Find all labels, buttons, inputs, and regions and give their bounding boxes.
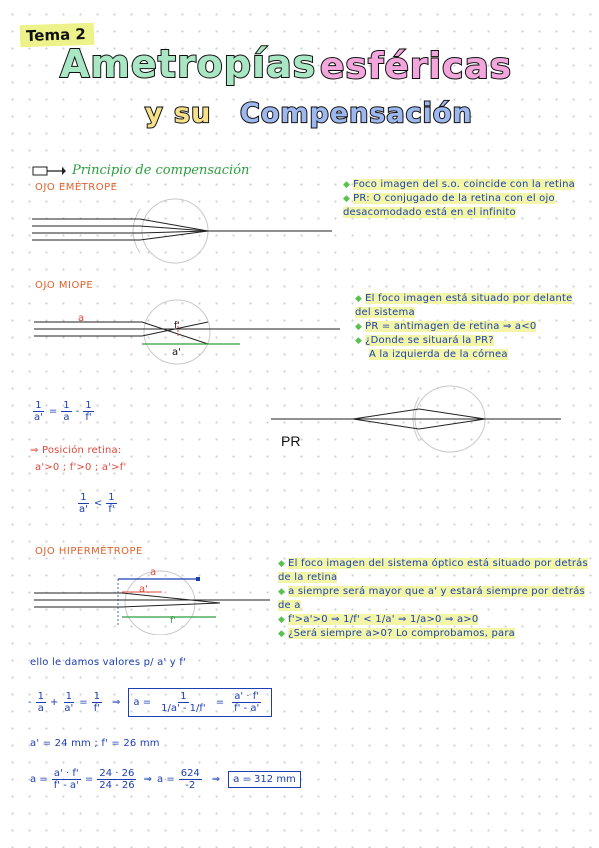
miope-label-a: a <box>78 313 85 324</box>
miope-inequality: $\frac{1}{a'}$ < $\frac{1}{f'}$ <box>79 492 115 515</box>
ineq-d1: a' <box>79 504 88 515</box>
emetrope-notes: ◆ Foco imagen del s.o. coincide con la retina ◆ PR: O conjugado de la retina con el ojo desacomodado está en el infinito <box>343 179 575 218</box>
miope-heading: OJO MIOPE <box>35 280 94 291</box>
calc-n3: 624 <box>180 768 200 779</box>
topic-tag: Tema 2 <box>20 23 95 48</box>
hiper-note-3: f'>a'>0 ⇒ 1/f' < 1/a' ⇒ 1/a>0 ⇒ a>0 <box>288 614 479 625</box>
ineq-n1: 1 <box>80 492 87 503</box>
hiper-label-a: a <box>150 567 157 578</box>
calc-n2: 24 · 26 <box>99 768 135 779</box>
miope-equation: $\frac{1}{a'}$ = $\frac{1}{a}$ - $\frac{1}{f'}$ <box>34 400 92 423</box>
miope-diagram <box>30 296 345 366</box>
miope-eq-d2: a <box>63 412 70 423</box>
miope-note-4: A la izquierda de la córnea <box>369 349 508 360</box>
miope-eq-d1: a' <box>34 412 43 423</box>
principle-label: Principio de compensación <box>72 163 250 178</box>
emetrope-diagram <box>30 195 340 267</box>
given-values: a' = 24 mm ; f' = 26 mm <box>30 738 160 749</box>
hiper-equation: - $\frac{1}{a}$ + $\frac{1}{a'}$ = $\frac{1}{f'}$ ⇒ a = $\frac{1}{1/a' - 1/f'}$ = $\frac{a' \cdot f'}{f' - a'}$ <box>28 688 272 717</box>
hiper-eq-d1: a <box>37 703 44 714</box>
calc-d1: f' - a' <box>53 780 79 791</box>
miope-note-2: PR = antimagen de retina ⇒ a<0 <box>365 321 537 332</box>
hiper-result-box <box>128 688 272 717</box>
hiper-label-a-prime: a' <box>139 584 148 595</box>
calc-eq: = <box>84 774 94 785</box>
hiper-eq-d2: a' <box>64 703 74 714</box>
hiper-note-1: El foco imagen del sistema óptico está situado por detrás de la retina <box>278 558 588 583</box>
miope-eq-n3: 1 <box>85 400 92 411</box>
box-eq: = <box>215 697 225 708</box>
emetrope-note-2: PR: O conjugado de la retina con el ojo desacomodado está en el infinito <box>343 193 555 218</box>
calc-d2: 24 - 26 <box>99 780 135 791</box>
position-line: a'>0 ; f'>0 ; a'>f' <box>35 462 127 473</box>
calc-a: a = <box>30 774 48 785</box>
box-d: 1/a' - 1/f' <box>161 703 206 714</box>
miope-notes: ◆ El foco imagen está situado por delante del sistema ◆ PR = antimagen de retina ⇒ a<0 ◆ ¿Donde se situará la PR? A la izquierda de la córnea <box>355 293 573 360</box>
hiper-label-f: f' <box>170 616 176 626</box>
hiper-note-4: ¿Será siempre a>0? Lo comprobamos, para <box>288 628 515 639</box>
miope-note-1: El foco imagen está situado por delante del sistema <box>355 293 573 318</box>
hiper-para-line: ello le damos valores p/ a' y f' <box>30 657 186 668</box>
calc-n1: a' · f' <box>53 768 79 779</box>
emetrope-note-1: Foco imagen del s.o. coincide con la retina <box>353 179 575 190</box>
title-ametropias: Ametropías <box>60 42 317 86</box>
hiper-arrow: ⇒ <box>112 697 121 708</box>
hiper-eq-n3: 1 <box>93 691 101 702</box>
hiper-calculation <box>30 768 301 791</box>
emetrope-heading: OJO EMÉTROPE <box>35 182 118 193</box>
box-d2: f' - a' <box>234 703 260 714</box>
hiper-notes: ◆ El foco imagen del sistema óptico está situado por detrás de la retina ◆ a siempre será mayor que a' y estará siempre por detrás de a ◆ f'>a'>0 ⇒ 1/f' < 1/a' ⇒ 1/a>0 ⇒ a>0 ◆ ¿Será siempre a>0? Lo comprobamos, para <box>278 558 588 639</box>
calc-arrow: ⇒ <box>143 774 153 785</box>
pr-label: PR <box>281 433 301 449</box>
box-n: 1 <box>180 691 187 702</box>
calc-a2: a = <box>157 774 175 785</box>
hiper-eq-n1: 1 <box>37 691 44 702</box>
pr-diagram <box>265 385 565 455</box>
hiper-eq-n2: 1 <box>65 691 72 702</box>
title-compensacion: Compensación <box>240 98 473 129</box>
arrow-icon <box>32 165 66 177</box>
miope-eq-d3: f' <box>85 412 92 423</box>
hiper-note-2: a siempre será mayor que a' y estará siempre por detrás de a <box>278 586 585 611</box>
position-title: ⇒ Posición retina: <box>30 445 122 456</box>
miope-note-3: ¿Donde se situará la PR? <box>365 335 494 346</box>
box-a: a = <box>133 697 152 708</box>
hiper-eq-d3: f' <box>93 703 100 714</box>
box-n2: a' · f' <box>234 691 259 702</box>
miope-eq-n2: 1 <box>63 400 70 411</box>
miope-eq-n1: 1 <box>35 400 42 411</box>
title-y-su: y su <box>145 98 212 129</box>
miope-label-a-prime: a' <box>172 347 181 358</box>
final-result-box: a = 312 mm <box>228 771 301 788</box>
hiper-heading: OJO HIPERMÉTROPE <box>35 546 143 557</box>
title-esfericas: esféricas <box>320 46 513 87</box>
miope-label-f: f' <box>174 321 180 331</box>
principle-heading <box>32 163 249 178</box>
ineq-n2: 1 <box>108 492 115 503</box>
ineq-d2: f' <box>108 504 115 515</box>
calc-arrow-2: ⇒ <box>211 774 221 785</box>
calc-d3: -2 <box>185 780 196 791</box>
